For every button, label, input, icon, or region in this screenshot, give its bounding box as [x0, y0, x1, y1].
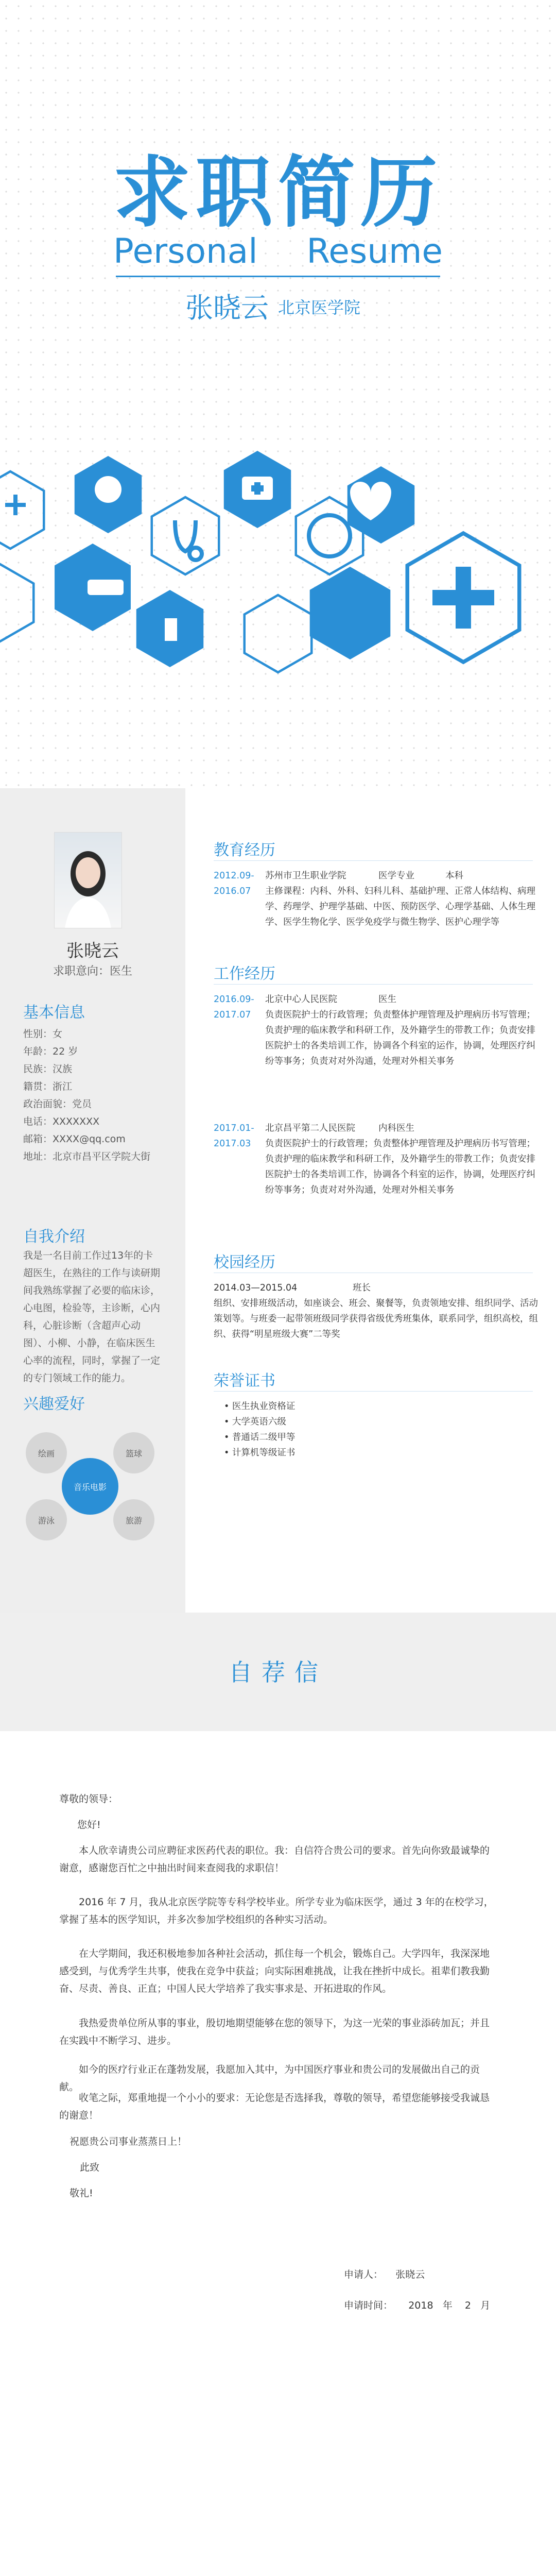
hobby-bubble: 篮球: [113, 1432, 154, 1473]
info-address: 地址：北京市昌平区学院大街: [23, 1151, 151, 1162]
cover-title: 求职简历: [113, 148, 443, 238]
intro-text: 我是一名目前工作过13年的卡超医生，在熟往的工作与读研期间我熟练掌握了必要的临床诊，心电图，检验等，主诊断，心内科，心脏诊断（含超声心动图）、小柳、小静，在临床医生心率的流程，同时，掌握了一定的专门领域工作的能力。: [23, 1250, 161, 1384]
list-item: • 普通话二级甲等: [224, 1432, 296, 1443]
hobby-heading: 兴趣爱好: [23, 1395, 85, 1413]
medical-hexagon-art: [0, 443, 556, 732]
info-email: 邮箱：XXXX@qq.com: [23, 1133, 126, 1145]
letter-title: 自荐信: [229, 1658, 327, 1686]
info-ethnicity: 民族：汉族: [23, 1063, 73, 1075]
resume-main: [185, 788, 556, 1613]
resume-page: [0, 788, 556, 1613]
info-hometown: 籍贯：浙江: [23, 1081, 73, 1092]
list-item: • 大学英语六级: [224, 1417, 286, 1427]
hobby-bubble-main: 音乐电影: [62, 1458, 118, 1515]
education-entry: 2012.09- 苏州市卫生职业学院 医学专业 本科 2016.07 主修课程：内科、外科、妇科儿科、基础护理、正常人体结构、病理学、药理学、护理学基础、中医、预防医学、心理学基础、人体生理学、医学生物化学、医学免疫学与微生物学、医护心理学等: [214, 871, 535, 927]
letter-greeting: 尊敬的领导：: [59, 1793, 118, 1805]
section-divider: [214, 1391, 533, 1392]
avatar-icon: [55, 833, 121, 928]
cover-letter-page: [0, 1613, 556, 2576]
hobby-bubble: 游泳: [26, 1499, 67, 1540]
letter-hello: 您好!: [77, 1819, 101, 1831]
cover-subtitle: [113, 231, 443, 271]
cover-divider: [116, 276, 440, 277]
work-entry: 2017.01- 北京昌平第二人民医院 内科医生 2017.03 负责医院护士的行政管理；负责整体护理管理及护理病历书写管理；负责护理的临床教学和科研工作，及外籍学生的带教工作；负责安排医院护士的各类培训工作，协调各个科室的运作，协调，处理医疗纠纷等事务；负责对对外沟通，处理对外相关事务: [214, 1123, 535, 1195]
sidebar-name: 张晓云: [66, 941, 119, 961]
date-row: 申请时间： 2018 年 2 月: [344, 2300, 491, 2311]
letter-paragraph: 收笔之际，郑重地提一个小小的要求：无论您是否选择我，尊敬的领导，希望您能够接受我诚恳的谢意！: [59, 2092, 490, 2121]
education-heading: 教育经历: [214, 841, 275, 859]
hobby-bubble: 绘画: [26, 1432, 67, 1473]
campus-heading: 校园经历: [214, 1253, 275, 1272]
sidebar: [0, 788, 185, 1613]
info-phone: 电话：XXXXXXX: [23, 1116, 100, 1127]
info-political: 政治面貌：党员: [23, 1098, 92, 1110]
hobby-bubble: 旅游: [113, 1499, 154, 1540]
certificates-heading: 荣誉证书: [214, 1372, 275, 1390]
section-divider: [214, 984, 533, 985]
letter-paragraph: 如今的医疗行业正在蓬勃发展，我愿加入其中，为中国医疗事业和贵公司的发展做出自己的贡献。: [59, 2064, 480, 2093]
letter-paragraph: 我热爱贵单位所从事的事业，殷切地期望能够在您的领导下，为这一光荣的事业添砖加瓦；并且在实践中不断学习、进步。: [59, 2018, 490, 2046]
work-entry: 2016.09- 北京中心人民医院 医生 2017.07 负责医院护士的行政管理；负责整体护理管理及护理病历书写管理；负责护理的临床教学和科研工作，及外籍学生的带教工作；负责安排医院护士的各类培训工作，协调各个科室的运作，协调，处理医疗纠纷等事务；负责对对外沟通，处理对外相关事务: [214, 994, 535, 1066]
info-age: 年龄：22 岁: [23, 1046, 78, 1057]
profile-photo: [54, 832, 122, 928]
cover-name: 张晓云: [185, 292, 269, 324]
work-heading: 工作经历: [214, 965, 275, 983]
list-item: • 医生执业资格证: [224, 1401, 296, 1412]
list-item: • 计算机等级证书: [224, 1448, 296, 1458]
letter-wish: 祝愿贵公司事业蒸蒸日上！: [70, 2136, 187, 2147]
campus-entry: 2014.03—2015.04 班长 组织、安排班级活动，如座谈会、班会、聚餐等，负责领地安排、组织同学、活动策划等。与班委一起带领班级同学获得省级优秀班集体，联系同学，组织高校，组织、获得“明星班级大赛”二等奖: [214, 1283, 538, 1340]
hobby-cluster: [21, 1422, 170, 1556]
subtitle-word-resume: Resume: [306, 231, 443, 271]
job-intent: 求职意向：医生: [53, 965, 132, 978]
subtitle-word-personal: Personal: [113, 231, 258, 271]
letter-salute: 此致: [80, 2162, 100, 2173]
letter-paragraph: 本人欣幸请贵公司应聘征求医药代表的职位。我：自信符合贵公司的要求。首先向你致最诚挚的谢意，感谢您百忙之中抽出时间来查阅我的求职信！: [59, 1845, 490, 1874]
letter-paragraph: 在大学期间，我还积极地参加各种社会活动，抓住每一个机会，锻炼自己。大学四年，我深深地感受到，与优秀学生共事，使我在竞争中获益；向实际困难挑战，让我在挫折中成长。祖辈们教我勤奋、尽责、善良、正直；中国人民大学培养了我实事求是、开拓进取的作风。: [59, 1948, 490, 1994]
section-divider: [214, 860, 533, 861]
info-gender: 性别：女: [23, 1028, 63, 1040]
cover-school: 北京医学院: [278, 298, 361, 317]
cover-page: [0, 0, 556, 788]
letter-paragraph: 2016 年 7 月，我从北京医学院等专科学校毕业。所学专业为临床医学，通过 3 年的在校学习，掌握了基本的医学知识，并多次参加学校组织的各种实习活动。: [59, 1896, 494, 1925]
letter-salute: 敬礼!: [70, 2188, 93, 2199]
intro-heading: 自我介绍: [23, 1228, 85, 1246]
applicant-row: 申请人： 张晓云: [344, 2269, 425, 2280]
certificate-list: [224, 1399, 548, 1461]
basic-info-heading: 基本信息: [23, 1004, 85, 1022]
